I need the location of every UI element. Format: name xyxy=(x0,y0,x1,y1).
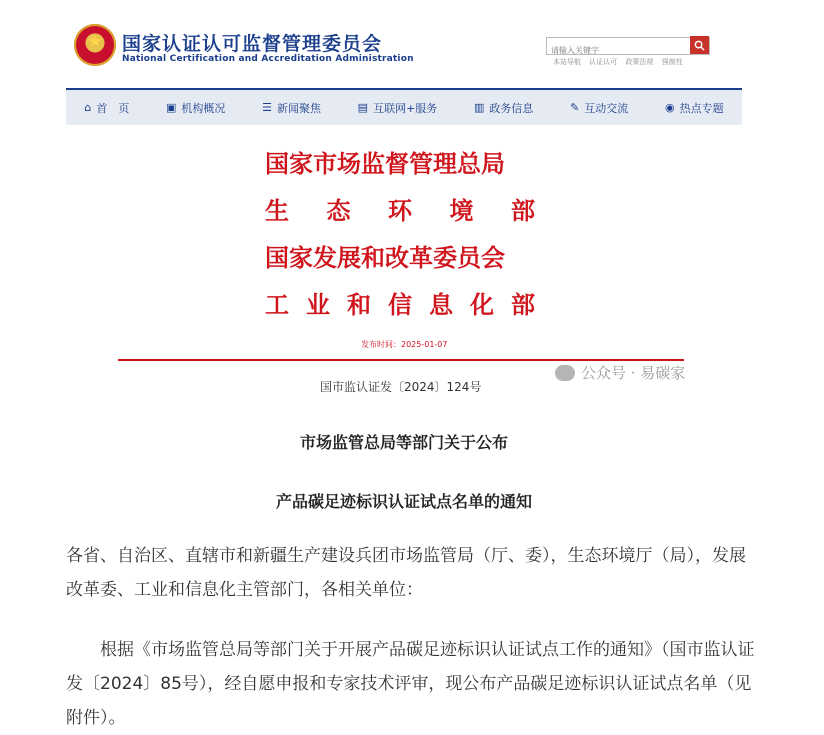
nav-item-label: 首 页 xyxy=(96,101,130,115)
main-nav xyxy=(66,88,742,125)
nav-item-news[interactable] xyxy=(262,100,321,116)
info-icon: ▥ xyxy=(473,101,485,114)
home-icon: ⌂ xyxy=(84,101,92,114)
watermark xyxy=(555,362,685,383)
search-button[interactable] xyxy=(690,36,709,54)
notice-title: 市场监管总局等部门关于公布 xyxy=(299,433,508,452)
wechat-icon xyxy=(555,365,575,381)
issuer-name: 国家市场监督管理总局 xyxy=(265,149,505,178)
site-header xyxy=(66,0,742,88)
hot-word-link[interactable]: 政策法规 xyxy=(625,58,654,66)
news-icon: ☰ xyxy=(262,101,272,114)
nav-item-interact[interactable] xyxy=(570,100,628,116)
nav-item-topic[interactable] xyxy=(665,100,724,116)
national-emblem-icon: ★ xyxy=(74,24,116,66)
document-number: 国市监认证发〔2024〕124号 xyxy=(320,380,482,394)
hot-words xyxy=(553,57,689,67)
page-frame xyxy=(66,0,755,728)
hot-word-link[interactable]: 强制性 xyxy=(661,58,683,66)
red-divider xyxy=(118,359,684,361)
nav-item-label: 互联网+服务 xyxy=(373,101,438,115)
nav-item-label: 新闻聚焦 xyxy=(276,101,321,115)
site-name-en: National Certification and Accreditation Administration xyxy=(122,54,414,64)
hot-label: 本站导航 xyxy=(553,58,581,66)
search-box xyxy=(546,37,710,55)
publish-date: 发布时间：2025-01-07 xyxy=(361,340,448,349)
nav-item-info[interactable] xyxy=(474,100,533,116)
nav-item-label: 机构概况 xyxy=(181,101,226,115)
watermark-text: 公众号 · 易碳家 xyxy=(581,364,686,382)
addressee-paragraph: 各省、自治区、直辖市和新疆生产建设兵团市场监管局（厅、委），生态环境厅（局），发展改革委、工业和信息化主管部门，各相关单位： xyxy=(66,546,746,600)
nav-item-internet[interactable] xyxy=(358,100,438,116)
nav-item-org[interactable] xyxy=(166,100,225,116)
interact-icon: ✎ xyxy=(570,101,580,114)
body-paragraph: 根据《市场监管总局等部门关于开展产品碳足迹标识认证试点工作的通知》（国市监认证发〔2024〕85号），经自愿申报和专家技术评审，现公布产品碳足迹标识认证试点名单（见附件）。 xyxy=(66,640,755,728)
issuer-name: 国家发展和改革委员会 xyxy=(265,243,505,272)
topic-icon: ◉ xyxy=(664,101,675,114)
issuer-name: 生 态 环 境 部 xyxy=(265,196,535,225)
hot-word-link[interactable]: 认证认可 xyxy=(589,58,618,66)
notice-subtitle: 产品碳足迹标识认证试点名单的通知 xyxy=(275,492,532,511)
nav-item-label: 政务信息 xyxy=(489,101,534,115)
internet-icon: ▤ xyxy=(357,101,369,114)
search-icon xyxy=(694,40,705,51)
issuer-name: 工 业 和 信 息 化 部 xyxy=(265,290,535,319)
nav-item-label: 热点专题 xyxy=(679,101,724,115)
org-icon: ▣ xyxy=(166,101,177,114)
issuer-heading xyxy=(265,146,545,334)
nav-item-home[interactable] xyxy=(84,100,129,116)
site-name[interactable]: 国家认证认可监督管理委员会 xyxy=(122,33,383,55)
nav-item-label: 互动交流 xyxy=(584,101,629,115)
